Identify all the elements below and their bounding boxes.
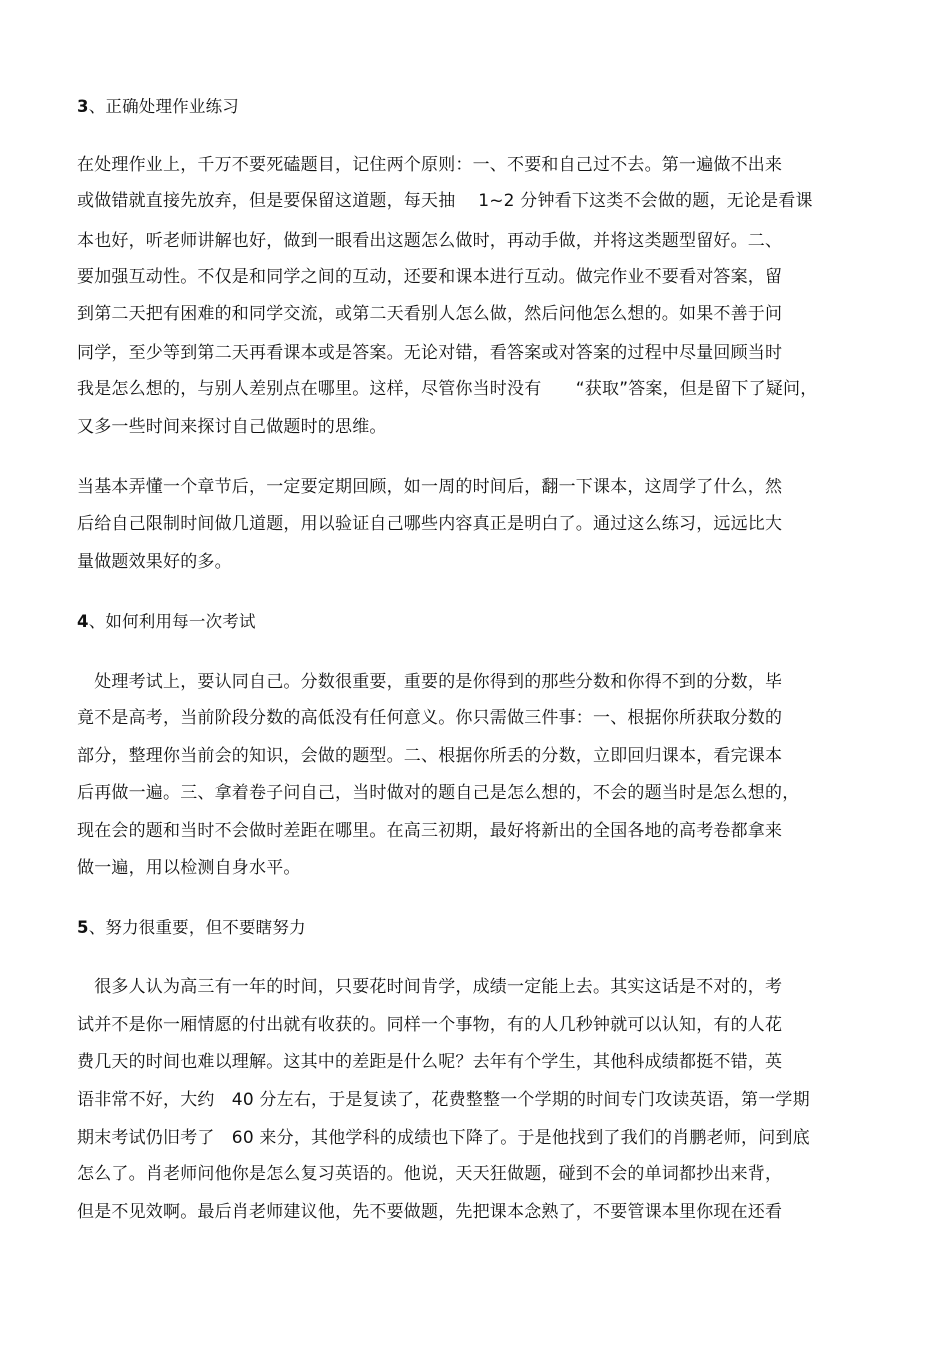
- paragraph-line: 到第二天把有困难的和同学交流，或第二天看别人怎么做，然后问他怎么想的。如果不善于问: [77, 304, 783, 324]
- paragraph-line: 试并不是你一厢情愿的付出就有收获的。同样一个事物，有的人几秒钟就可以认知，有的人花: [77, 1015, 783, 1035]
- paragraph-line: 语非常不好，大约 40 分左右，于是复读了，花费整整一个学期的时间专门攻读英语，第一学期: [77, 1090, 810, 1110]
- section-5-title: 、努力很重要，但不要瞎努力: [88, 918, 306, 937]
- paragraph-line: 同学，至少等到第二天再看课本或是答案。无论对错，看答案或对答案的过程中尽量回顾当时: [77, 343, 783, 363]
- paragraph-line: 怎么了。肖老师问他你是怎么复习英语的。他说，天天狂做题，碰到不会的单词都抄出来背，: [77, 1164, 783, 1184]
- paragraph-line: 后给自己限制时间做几道题，用以验证自己哪些内容真正是明白了。通过这么练习，远远比大: [77, 514, 783, 534]
- paragraph-line: 或做错就直接先放弃，但是要保留这道题，每天抽 1~2 分钟看下这类不会做的题，无论是看课: [77, 191, 813, 211]
- section-3-heading: [77, 96, 239, 118]
- section-3-title: 、正确处理作业练习: [88, 97, 239, 116]
- paragraph-line: 当基本弄懂一个章节后，一定要定期回顾，如一周的时间后，翻一下课本，这周学了什么，然: [77, 477, 783, 497]
- section-5-number: 5: [77, 918, 89, 937]
- paragraph-line: 竟不是高考，当前阶段分数的高低没有任何意义。你只需做三件事：一、根据你所获取分数的: [77, 708, 783, 728]
- paragraph-line: 量做题效果好的多。: [77, 552, 232, 572]
- paragraph-line: 在处理作业上，千万不要死磕题目，记住两个原则：一、不要和自己过不去。第一遍做不出来: [77, 155, 783, 175]
- paragraph-line: 部分，整理你当前会的知识，会做的题型。二、根据你所丢的分数，立即回归课本，看完课本: [77, 746, 783, 766]
- section-5-heading: [77, 917, 306, 939]
- section-4-number: 4: [77, 612, 89, 631]
- paragraph-line: 我是怎么想的，与别人差别点在哪里。这样，尽管你当时没有 “获取”答案，但是留下了疑问，: [77, 379, 818, 399]
- paragraph-line: 做一遍，用以检测自身水平。: [77, 858, 301, 878]
- section-3-number: 3: [77, 97, 89, 116]
- paragraph-line: 费几天的时间也难以理解。这其中的差距是什么呢？去年有个学生，其他科成绩都挺不错，英: [77, 1052, 783, 1072]
- paragraph-line: 很多人认为高三有一年的时间，只要花时间肯学，成绩一定能上去。其实这话是不对的，考: [77, 977, 783, 997]
- section-4-title: 、如何利用每一次考试: [88, 612, 256, 631]
- paragraph-line: 处理考试上，要认同自己。分数很重要，重要的是你得到的那些分数和你得不到的分数，毕: [77, 672, 783, 692]
- paragraph-line: 现在会的题和当时不会做时差距在哪里。在高三初期，最好将新出的全国各地的高考卷都拿来: [77, 821, 783, 841]
- paragraph-line: 本也好，听老师讲解也好，做到一眼看出这题怎么做时，再动手做，并将这类题型留好。二、: [77, 231, 783, 251]
- paragraph-line: 期末考试仍旧考了 60 来分，其他学科的成绩也下降了。于是他找到了我们的肖鹏老师，问到底: [77, 1128, 810, 1148]
- paragraph-line: 又多一些时间来探讨自己做题时的思维。: [77, 417, 387, 437]
- section-4-heading: [77, 611, 256, 633]
- paragraph-line: 后再做一遍。三、拿着卷子问自己，当时做对的题自己是怎么想的，不会的题当时是怎么想的，: [77, 783, 800, 803]
- paragraph-line: 要加强互动性。不仅是和同学之间的互动，还要和课本进行互动。做完作业不要看对答案，留: [77, 267, 783, 287]
- paragraph-line: 但是不见效啊。最后肖老师建议他，先不要做题，先把课本念熟了，不要管课本里你现在还看: [77, 1202, 783, 1222]
